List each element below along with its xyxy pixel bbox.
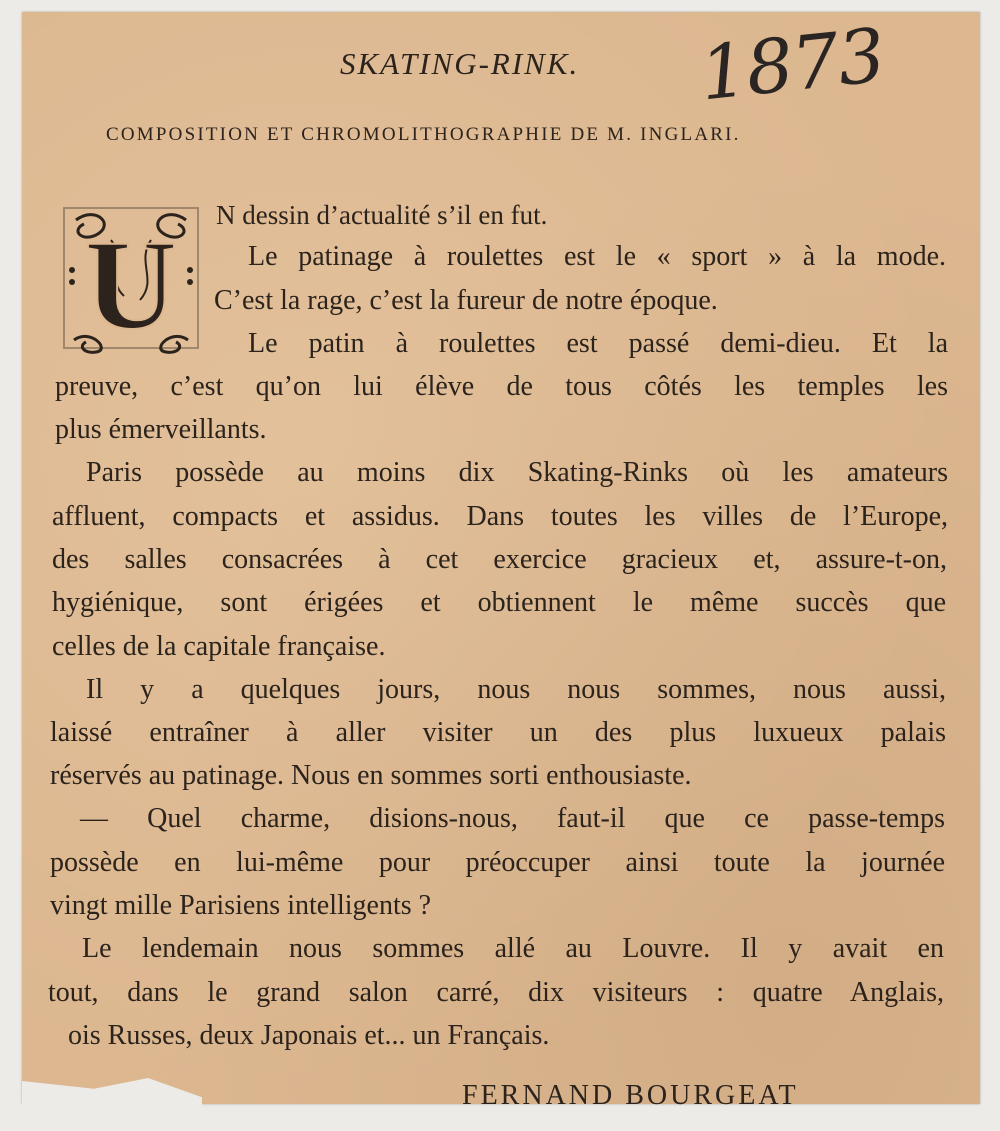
text-line: Le patin à roulettes est passé demi-dieu. Et la	[248, 328, 948, 359]
handwritten-date: 1873	[696, 12, 889, 118]
text-line: preuve, c’est qu’on lui élève de tous côtés les temples les	[55, 371, 948, 402]
text-line: Paris possède au moins dix Skating-Rinks où les amateurs	[86, 457, 948, 488]
text-line: tout, dans le grand salon carré, dix visiteurs : quatre Anglais,	[48, 977, 944, 1008]
text-line: réservés au patinage. Nous en sommes sorti enthousiaste.	[50, 760, 692, 791]
initial-letter: U	[84, 214, 178, 356]
ornamental-initial-icon	[56, 200, 206, 358]
text-line: des salles consacrées à cet exercice gracieux et, assure-t-on,	[52, 544, 947, 575]
text-line: affluent, compacts et assidus. Dans toutes les villes de l’Europe,	[52, 501, 948, 532]
text-line: C’est la rage, c’est la fureur de notre époque.	[214, 285, 718, 316]
text-line: — Quel charme, disions-nous, faut-il que ce passe-temps	[80, 803, 945, 834]
author-signature: FERNAND BOURGEAT	[462, 1080, 799, 1106]
text-line: plus émerveillants.	[55, 414, 267, 445]
text-line: possède en lui-même pour préoccuper ainsi toute la journée	[50, 847, 945, 878]
text-line: laissé entraîner à aller visiter un des plus luxueux palais	[50, 717, 946, 748]
text-line: vingt mille Parisiens intelligents ?	[50, 890, 432, 921]
article-title: SKATING-RINK.	[340, 46, 580, 81]
text-line: Le lendemain nous sommes allé au Louvre. Il y avait en	[82, 933, 944, 964]
text-line: N dessin d’actualité s’il en fut.	[216, 200, 548, 230]
text-line: Il y a quelques jours, nous nous sommes, nous aussi,	[86, 674, 946, 705]
text-line: ois Russes, deux Japonais et... un Français.	[68, 1020, 550, 1051]
article-subtitle: COMPOSITION ET CHROMOLITHOGRAPHIE DE M. INGLARI.	[106, 124, 741, 145]
text-line: celles de la capitale française.	[52, 631, 386, 662]
text-line: Le patinage à roulettes est le « sport » à la mode.	[248, 241, 946, 272]
text-line: hygiénique, sont érigées et obtiennent le même succès que	[52, 587, 946, 618]
